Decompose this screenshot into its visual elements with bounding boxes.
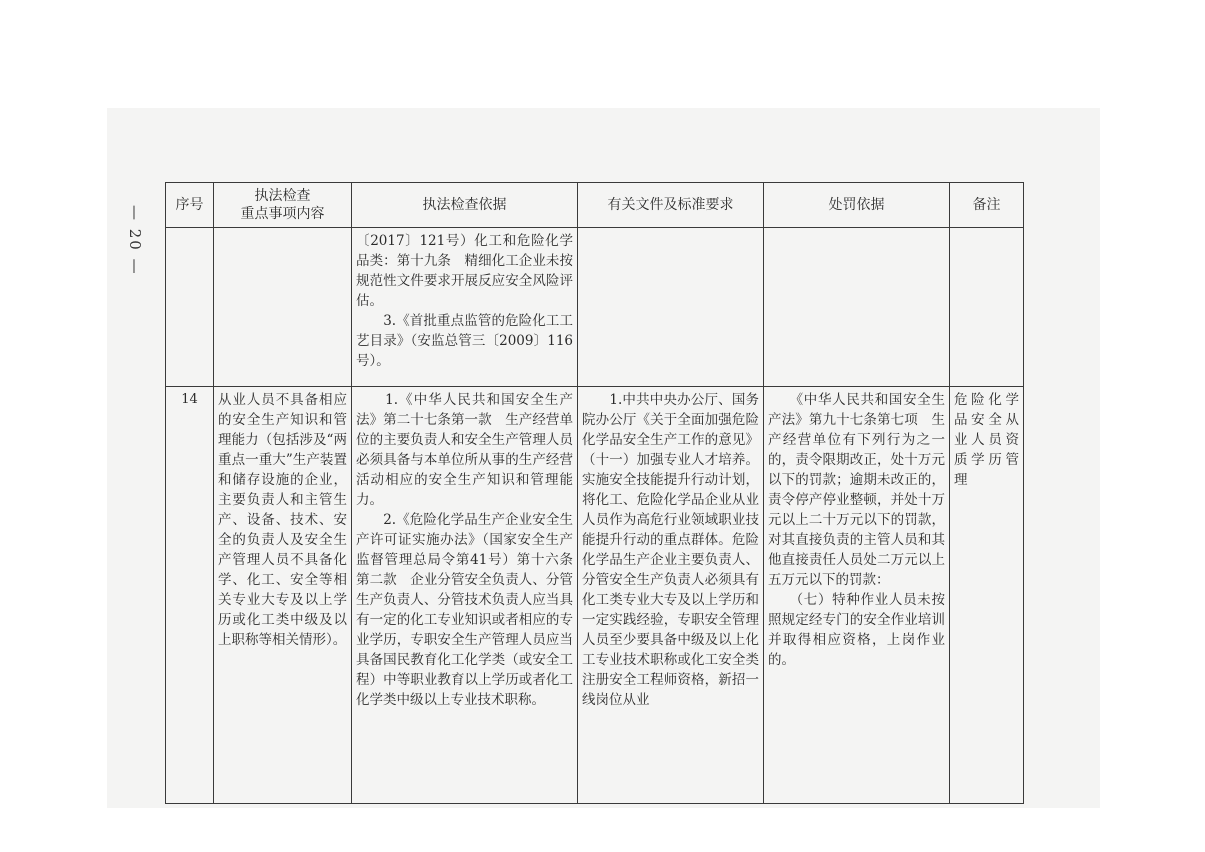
table-header-row: [166, 183, 1024, 228]
table-row: [166, 228, 1024, 387]
header-basis: 执法检查依据: [352, 183, 578, 228]
cell-basis: 1.《中华人民共和国安全生产法》第二十七条第一款 生产经营单位的主要负责人和安全生产管理人员必须具备与本单位所从事的生产经营活动相应的安全生产知识和管理能力。 2.《危险化学品生产企业安全生产许可证实施办法》（国家安全生产监督管理总局令第41号）第十六条第二款 企业分管安全负责人、分管生产负责人、分管技术负责人应当具有一定的化工专业知识或者相应的专业学历，专职安全生产管理人员应当具备国民教育化工化学类（或安全工程）中等职业教育以上学历或者化工化学类中级以上专业技术职称。: [352, 387, 578, 804]
cell-penalty: [764, 228, 950, 387]
cell-remarks: [950, 228, 1024, 387]
cell-docs: 1.中共中央办公厅、国务院办公厅《关于全面加强危险化学品安全生产工作的意见》（十一）加强专业人才培养。实施安全技能提升行动计划，将化工、危险化学品企业从业人员作为高危行业领域职业技能提升行动的重点群体。危险化学品生产企业主要负责人、分管安全生产负责人必须具有化工类专业大专及以上学历和一定实践经验，专职安全管理人员至少要具备中级及以上化工专业技术职称或化工安全类注册安全工程师资格，新招一线岗位从业: [578, 387, 764, 804]
cell-docs: [578, 228, 764, 387]
cell-item: [214, 228, 352, 387]
header-remarks: 备注: [950, 183, 1024, 228]
cell-remarks: 危险化学品安全从业人员资质学历管理: [950, 387, 1024, 804]
table-row: [166, 387, 1024, 804]
header-penalty: 处罚依据: [764, 183, 950, 228]
cell-seq: [166, 228, 214, 387]
cell-item: 从业人员不具备相应的安全生产知识和管理能力（包括涉及“两重点一重大”生产装置和储存设施的企业，主要负责人和主管生产、设备、技术、安全的负责人及安全生产管理人员不具备化学、化工、安全等相关专业大专及以上学历或化工类中级及以上职称等相关情形）。: [214, 387, 352, 804]
page-number: — 20 —: [126, 205, 144, 276]
header-item: 执法检查 重点事项内容: [214, 183, 352, 228]
enforcement-table: [165, 182, 1024, 804]
cell-basis: 〔2017〕121号）化工和危险化学品类：第十九条 精细化工企业未按规范性文件要求开展反应安全风险评估。 3.《首批重点监管的危险化工工艺目录》（安监总管三〔2009〕116号）。: [352, 228, 578, 387]
header-docs: 有关文件及标准要求: [578, 183, 764, 228]
cell-seq: 14: [166, 387, 214, 804]
cell-penalty: 《中华人民共和国安全生产法》第九十七条第七项 生产经营单位有下列行为之一的，责令限期改正，处十万元以下的罚款；逾期未改正的，责令停产停业整顿，并处十万元以上二十万元以下的罚款，对其直接负责的主管人员和其他直接责任人员处二万元以上五万元以下的罚款： （七）特种作业人员未按照规定经专门的安全作业培训并取得相应资格，上岗作业的。: [764, 387, 950, 804]
header-seq: 序号: [166, 183, 214, 228]
